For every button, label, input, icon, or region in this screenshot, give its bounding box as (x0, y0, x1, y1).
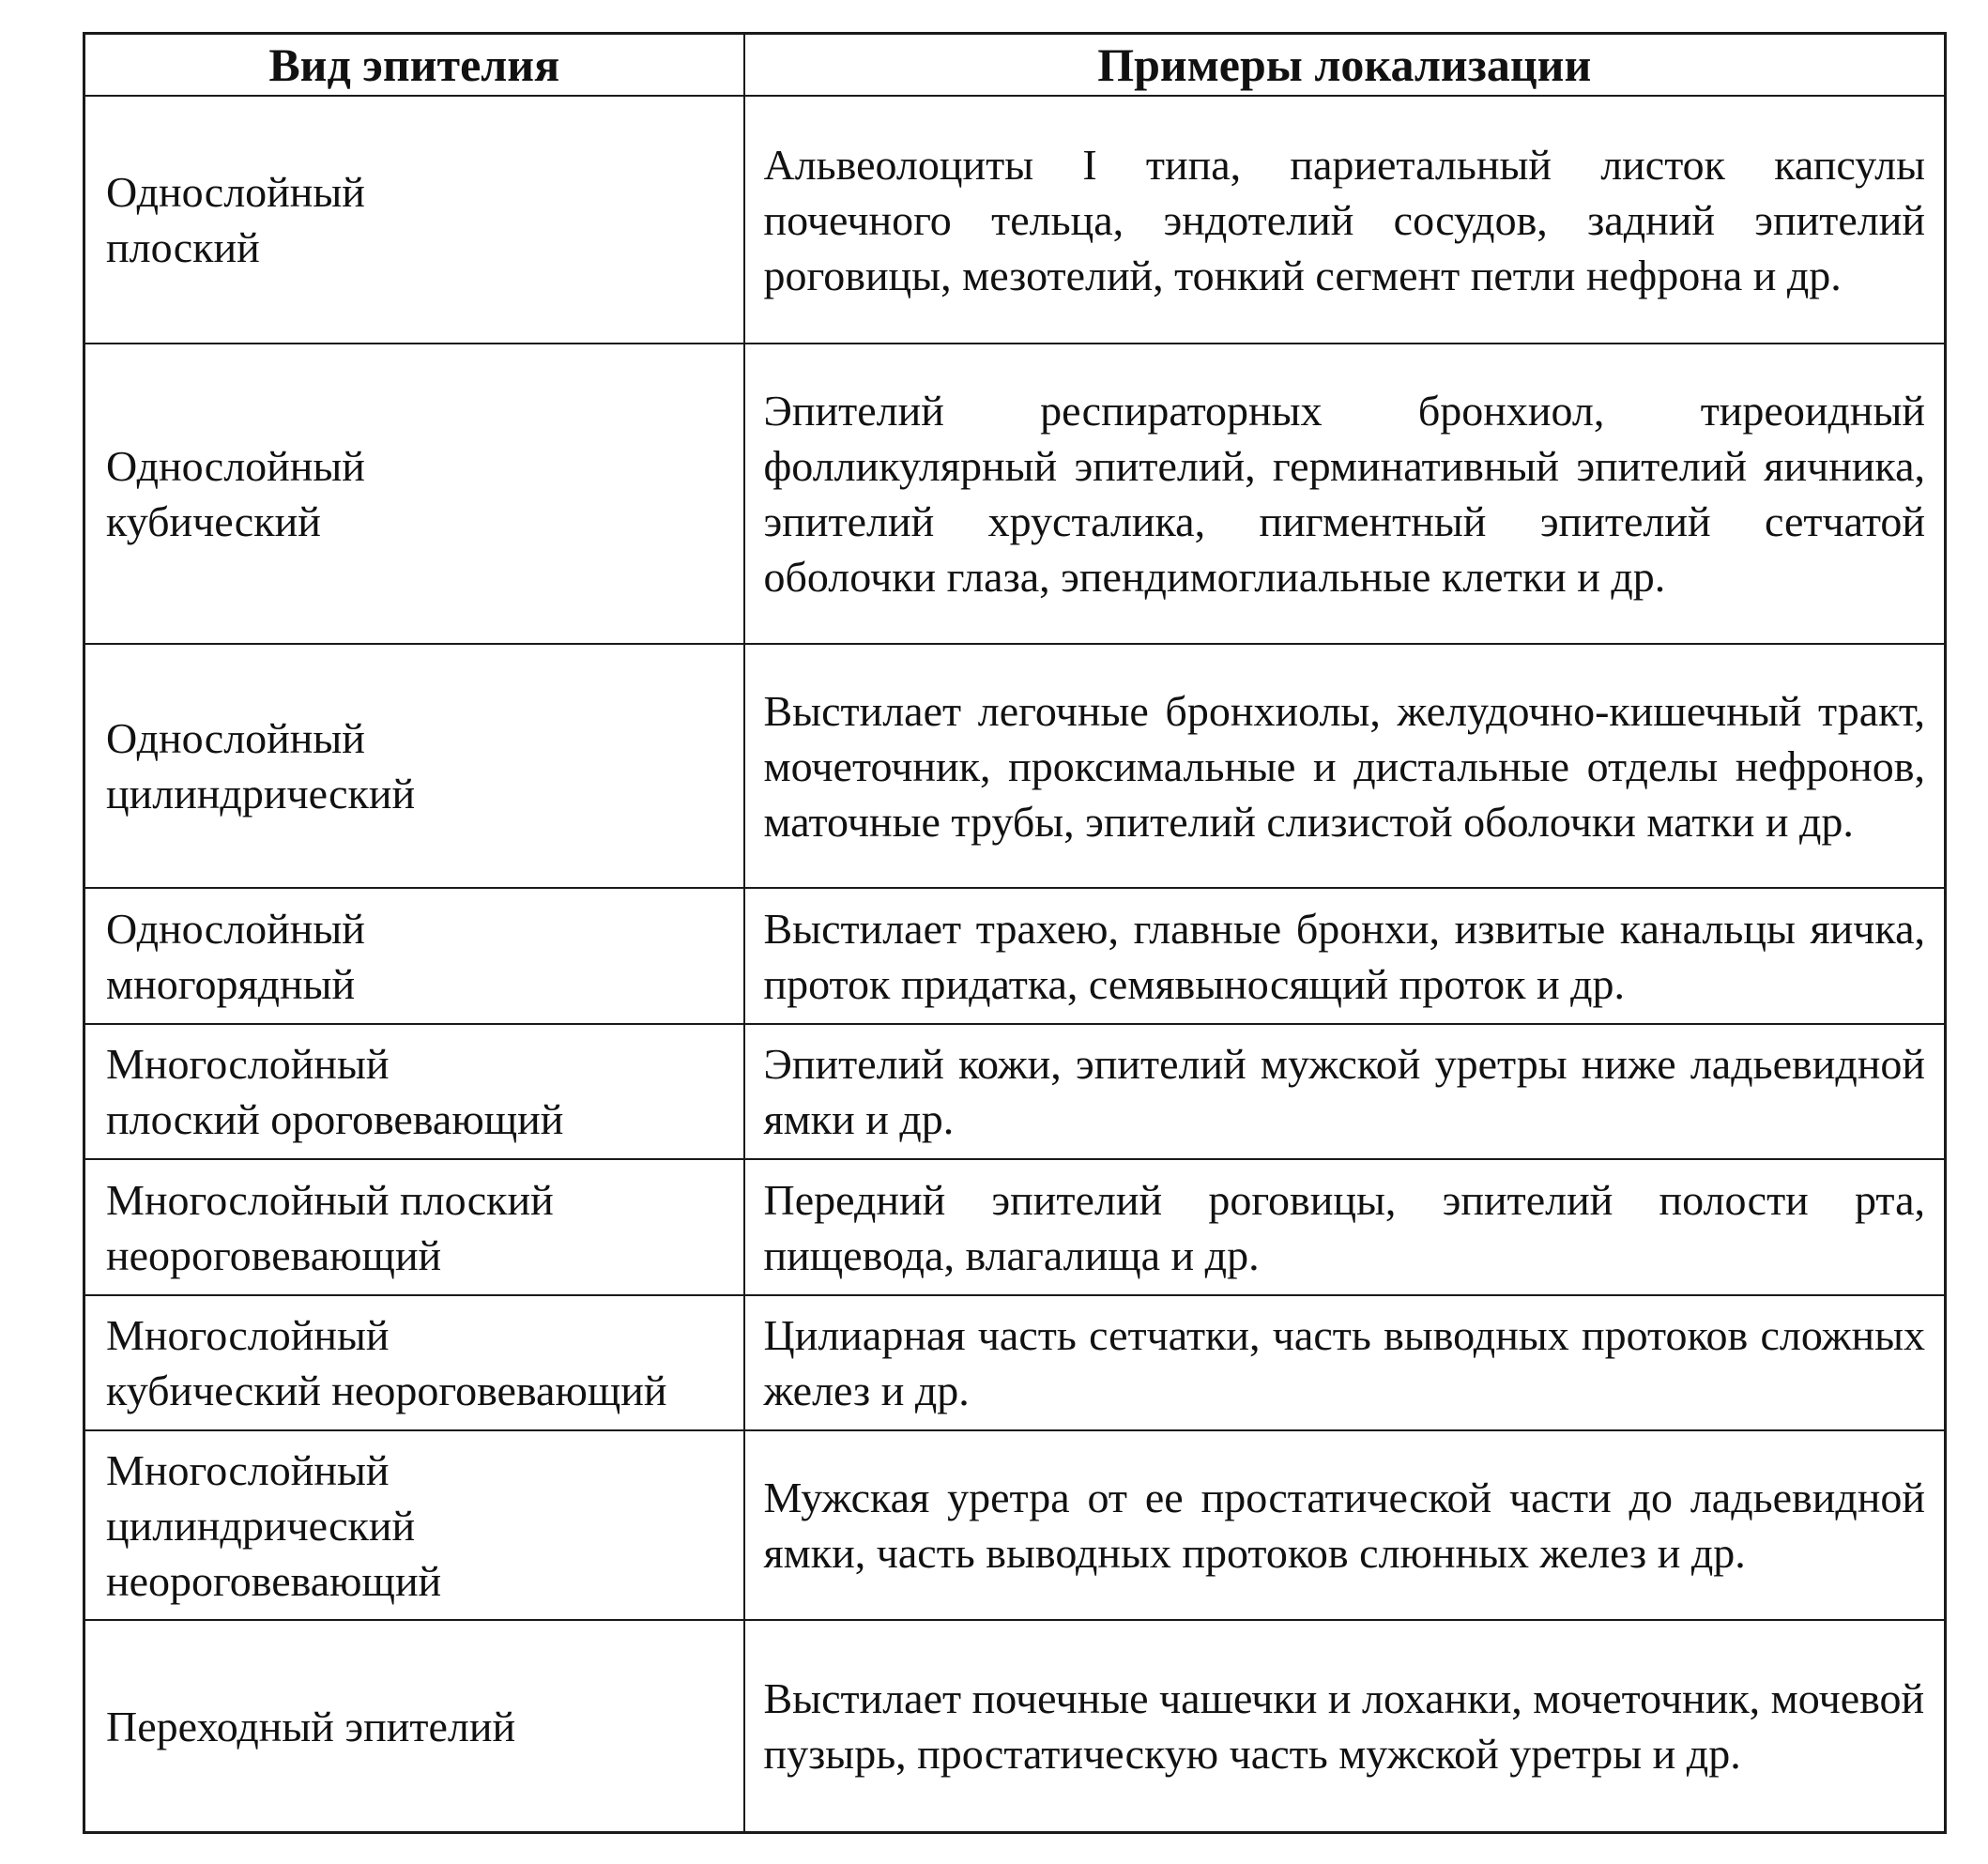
localization-examples-cell: Альвеолоциты I типа, париетальный листок капсулы почечного тельца, эндотелий сосудов, задний эпителий роговицы, мезотелий, тонкий сегмент петли нефрона и др. (744, 96, 1946, 344)
table-body (84, 96, 1946, 1833)
type-line: плоский (106, 223, 260, 271)
table-row (84, 1430, 1946, 1620)
epithelium-table (83, 32, 1947, 1834)
table-row (84, 96, 1946, 344)
localization-examples-cell: Эпителий кожи, эпителий мужской уретры ниже ладьевидной ямки и др. (744, 1024, 1946, 1159)
epithelium-type-cell (84, 344, 744, 644)
type-line: неороговевающий (106, 1556, 442, 1605)
type-line: Многослойный (106, 1040, 390, 1088)
type-line: Однослойный (106, 904, 365, 953)
localization-examples-cell: Эпителий респираторных бронхиол, тиреоидный фолликулярный эпителий, герминативный эпителий яичника, эпителий хрусталика, пигментный эпителий сетчатой оболочки глаза, эпендимоглиальные клетки и др. (744, 344, 1946, 644)
table-row (84, 888, 1946, 1024)
type-line: плоский ороговевающий (106, 1095, 564, 1143)
type-line: многорядный (106, 959, 356, 1008)
table-row (84, 1159, 1946, 1295)
type-line: Многослойный (106, 1445, 390, 1494)
localization-examples-cell: Цилиарная часть сетчатки, часть выводных протоков сложных желез и др. (744, 1295, 1946, 1430)
table-header (84, 34, 1946, 97)
type-line: Однослойный (106, 442, 365, 490)
epithelium-type-cell (84, 644, 744, 888)
localization-examples-cell: Выстилает почечные чашечки и лоханки, мочеточник, мочевой пузырь, простатическую часть мужской уретры и др. (744, 1620, 1946, 1833)
type-line: неороговевающий (106, 1230, 442, 1279)
table-row (84, 644, 1946, 888)
header-row (84, 34, 1946, 97)
type-line: Однослойный (106, 714, 365, 762)
localization-examples-cell: Выстилает трахею, главные бронхи, извитые канальцы яичка, проток придатка, семявыносящий проток и др. (744, 888, 1946, 1024)
localization-examples-cell: Мужская уретра от ее простатической части до ладьевидной ямки, часть выводных протоков слюнных желез и др. (744, 1430, 1946, 1620)
type-line: Однослойный (106, 168, 365, 216)
header-epithelium-type: Вид эпителия (84, 34, 744, 97)
type-line: Многослойный (106, 1311, 390, 1359)
localization-examples-cell: Передний эпителий роговицы, эпителий полости рта, пищевода, влагалища и др. (744, 1159, 1946, 1295)
epithelium-type-cell (84, 1620, 744, 1833)
epithelium-type-cell (84, 1159, 744, 1295)
epithelium-type-cell (84, 1430, 744, 1620)
type-line: Переходный эпителий (106, 1702, 516, 1750)
epithelium-type-cell (84, 1024, 744, 1159)
table-row (84, 1620, 1946, 1833)
table-row (84, 1024, 1946, 1159)
table-row (84, 344, 1946, 644)
epithelium-table-container (83, 32, 1944, 1834)
type-line: цилиндрический (106, 1501, 416, 1550)
type-line: кубический неороговевающий (106, 1367, 667, 1414)
type-line: кубический (106, 497, 321, 545)
type-line: цилиндрический (106, 770, 416, 817)
epithelium-type-cell (84, 888, 744, 1024)
localization-examples-cell: Выстилает легочные бронхиолы, желудочно-кишечный тракт, мочеточник, проксимальные и дистальные отделы нефронов, маточные трубы, эпителий слизистой оболочки матки и др. (744, 644, 1946, 888)
type-line: Многослойный плоский (106, 1175, 554, 1224)
epithelium-type-cell (84, 96, 744, 344)
epithelium-type-cell (84, 1295, 744, 1430)
table-row (84, 1295, 1946, 1430)
header-localization-examples: Примеры локализации (744, 34, 1946, 97)
